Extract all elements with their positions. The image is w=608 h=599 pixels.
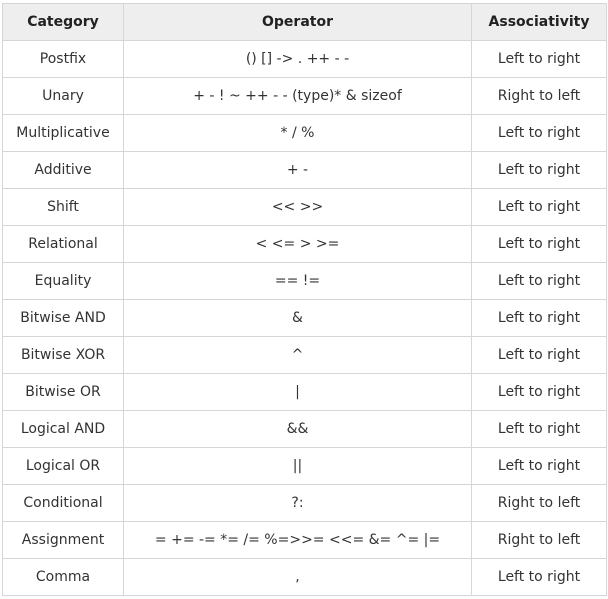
table-row [3, 522, 607, 559]
cell-associativity: Left to right [472, 337, 607, 374]
cell-category: Logical OR [3, 448, 124, 485]
cell-category: Bitwise OR [3, 374, 124, 411]
cell-operator: * / % [124, 115, 472, 152]
table-header-row [3, 4, 607, 41]
table-row [3, 41, 607, 78]
cell-associativity: Left to right [472, 374, 607, 411]
cell-associativity: Left to right [472, 115, 607, 152]
cell-operator: || [124, 448, 472, 485]
cell-category: Bitwise AND [3, 300, 124, 337]
cell-category: Unary [3, 78, 124, 115]
cell-associativity: Left to right [472, 189, 607, 226]
table-row [3, 337, 607, 374]
cell-operator: , [124, 559, 472, 596]
cell-associativity: Right to left [472, 522, 607, 559]
table-row [3, 559, 607, 596]
cell-associativity: Left to right [472, 300, 607, 337]
cell-associativity: Left to right [472, 226, 607, 263]
cell-category: Shift [3, 189, 124, 226]
cell-operator: | [124, 374, 472, 411]
table-row [3, 115, 607, 152]
header-operator: Operator [124, 4, 472, 41]
cell-associativity: Left to right [472, 411, 607, 448]
cell-associativity: Left to right [472, 41, 607, 78]
cell-category: Relational [3, 226, 124, 263]
cell-category: Conditional [3, 485, 124, 522]
cell-associativity: Left to right [472, 448, 607, 485]
table-row [3, 300, 607, 337]
cell-operator: () [] -> . ++ - - [124, 41, 472, 78]
cell-category: Multiplicative [3, 115, 124, 152]
table-row [3, 78, 607, 115]
table-body [3, 41, 607, 596]
cell-category: Assignment [3, 522, 124, 559]
cell-operator: = += -= *= /= %=>>= <<= &= ^= |= [124, 522, 472, 559]
cell-operator: ^ [124, 337, 472, 374]
cell-category: Equality [3, 263, 124, 300]
cell-associativity: Left to right [472, 559, 607, 596]
cell-operator: == != [124, 263, 472, 300]
table-row [3, 263, 607, 300]
cell-category: Logical AND [3, 411, 124, 448]
table-row [3, 152, 607, 189]
table-row [3, 448, 607, 485]
table-row [3, 485, 607, 522]
cell-category: Bitwise XOR [3, 337, 124, 374]
cell-category: Additive [3, 152, 124, 189]
table-row [3, 189, 607, 226]
cell-operator: ?: [124, 485, 472, 522]
operator-precedence-table [2, 3, 607, 596]
cell-associativity: Right to left [472, 485, 607, 522]
table-row [3, 411, 607, 448]
cell-operator: + - ! ~ ++ - - (type)* & sizeof [124, 78, 472, 115]
cell-operator: << >> [124, 189, 472, 226]
cell-operator: && [124, 411, 472, 448]
table-row [3, 374, 607, 411]
cell-operator: & [124, 300, 472, 337]
cell-category: Postfix [3, 41, 124, 78]
cell-operator: < <= > >= [124, 226, 472, 263]
header-category: Category [3, 4, 124, 41]
cell-associativity: Right to left [472, 78, 607, 115]
table-row [3, 226, 607, 263]
cell-associativity: Left to right [472, 263, 607, 300]
cell-associativity: Left to right [472, 152, 607, 189]
cell-operator: + - [124, 152, 472, 189]
cell-category: Comma [3, 559, 124, 596]
header-associativity: Associativity [472, 4, 607, 41]
